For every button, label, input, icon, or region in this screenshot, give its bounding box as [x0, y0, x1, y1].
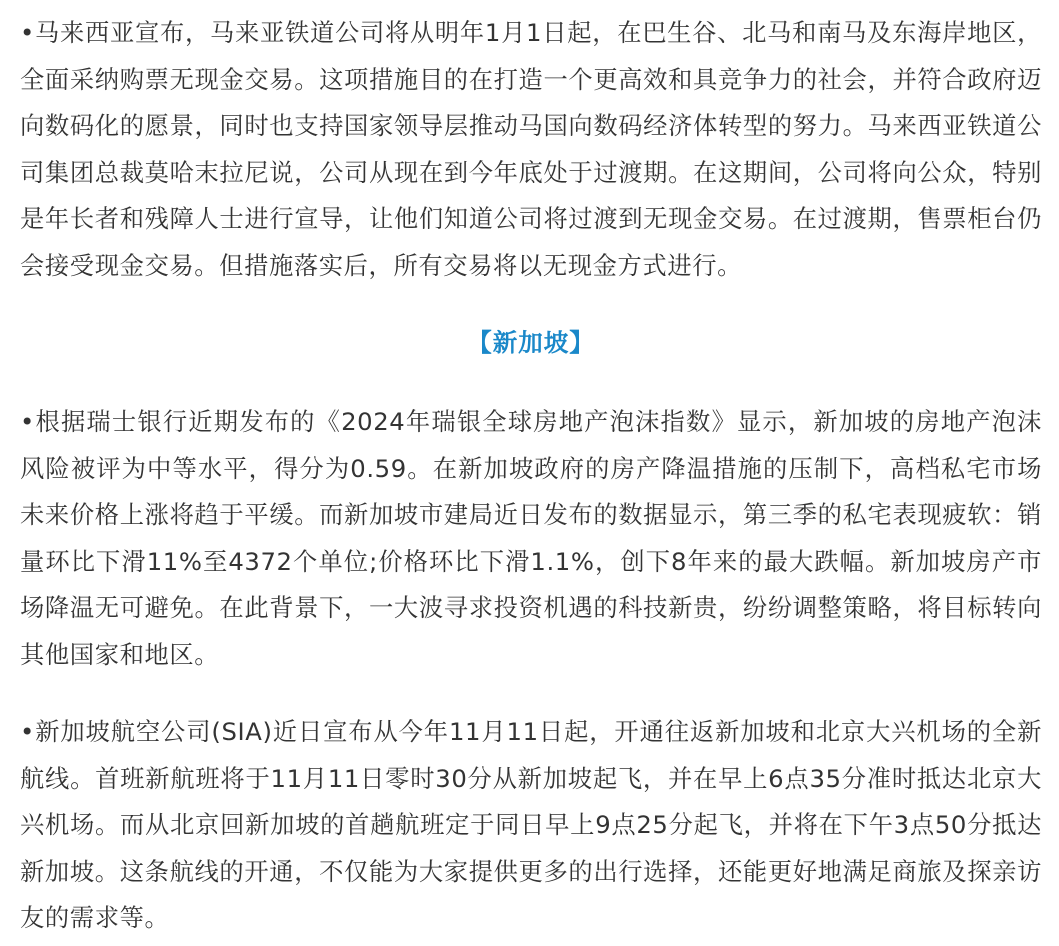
malaysia-railway-paragraph: •马来西亚宣布，马来亚铁道公司将从明年1月1日起，在巴生谷、北马和南马及东海岸地区，全面采纳购票无现金交易。这项措施目的在打造一个更高效和具竞争力的社会，并符合政府迈向数码化的愿景，同时也支持国家领导层推动马国向数码经济体转型的努力。马来西亚铁道公司集团总裁莫哈末拉尼说，公司从现在到今年底处于过渡期。在这期间，公司将向公众，特别是年长者和残障人士进行宣导，让他们知道公司将过渡到无现金交易。在过渡期，售票柜台仍会接受现金交易。但措施落实后，所有交易将以无现金方式进行。 [20, 18, 1042, 280]
singapore-airlines-paragraph: •新加坡航空公司(SIA)近日宣布从今年11月11日起，开通往返新加坡和北京大兴机场的全新航线。首班新航班将于11月11日零时30分从新加坡起飞，并在早上6点35分准时抵达北京大兴机场。而从北京回新加坡的首趟航班定于同日早上9点25分起飞，并将在下午3点50分抵达新加坡。这条航线的开通，不仅能为大家提供更多的出行选择，还能更好地满足商旅及探亲访友的需求等。 [20, 717, 1042, 932]
singapore-property-paragraph: •根据瑞士银行近期发布的《2024年瑞银全球房地产泡沫指数》显示，新加坡的房地产泡沫风险被评为中等水平，得分为0.59。在新加坡政府的房产降温措施的压制下，高档私宅市场未来价格上涨将趋于平缓。而新加坡市建局近日发布的数据显示，第三季的私宅表现疲软：销量环比下滑11%至4372个单位;价格环比下滑1.1%，创下8年来的最大跌幅。新加坡房产市场降温无可避免。在此背景下，一大波寻求投资机遇的科技新贵，纷纷调整策略，将目标转向其他国家和地区。 [20, 407, 1042, 669]
section-heading-singapore: 【新加坡】 [467, 328, 595, 357]
